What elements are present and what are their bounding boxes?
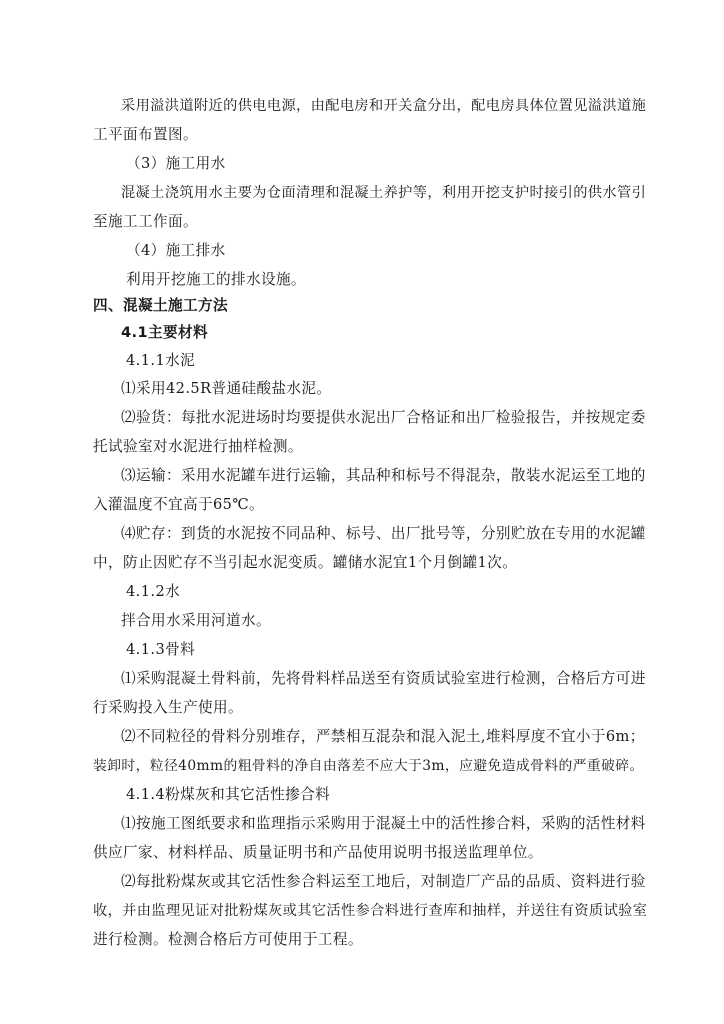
section-heading: 4.1主要材料 (121, 324, 209, 341)
text-line: ⑷贮存：到货的水泥按不同品种、标号、出厂批号等，分别贮放在专用的水泥罐 (121, 525, 646, 542)
text-line: ⑵验货：每批水泥进场时均要提供水泥出厂合格证和出厂检验报告，并按规定委 (121, 409, 646, 426)
text-line: 中，防止因贮存不当引起水泥变质。罐储水泥宜1个月倒罐1次。 (93, 554, 518, 571)
text-line: 混凝土浇筑用水主要为仓面清理和混凝土养护等，利用开挖支护时接引的供水管引 (121, 185, 647, 201)
text-line: 工平面布置图。 (93, 126, 198, 143)
text-line: 至施工工作面。 (93, 213, 198, 230)
subheading: 4.1.1水泥 (126, 352, 196, 369)
text-line: ⑴采购混凝土骨料前，先将骨料样品送至有资质试验室进行检测，合格后方可进 (121, 670, 646, 687)
subheading: （3）施工用水 (126, 155, 226, 172)
text-line: ⑴采用42.5R普通硅酸盐水泥。 (121, 380, 332, 397)
text-line: 利用开挖施工的排水设施。 (126, 271, 306, 288)
text-line: 行采购投入生产使用。 (93, 699, 243, 716)
text-line: ⑶运输：采用水泥罐车进行运输，其品种和标号不得混杂，散装水泥运至工地的 (121, 467, 646, 484)
text-line: ⑵每批粉煤灰或其它活性参合料运至工地后，对制造厂产品的品质、资料进行验 (121, 873, 646, 890)
subheading: （4）施工排水 (126, 242, 226, 259)
text-line: 收，并由监理见证对批粉煤灰或其它活性参合料进行查库和抽样，并送往有资质试验室 (93, 903, 648, 919)
text-line: 装卸时，粒径40mm的粗骨料的净自由落差不应大于3m，应避免造成骨料的严重破碎。 (93, 758, 644, 774)
text-line: 采用溢洪道附近的供电电源，由配电房和开关盒分出，配电房具体位置见溢洪道施 (121, 98, 647, 114)
subheading: 4.1.4粉煤灰和其它活性掺合料 (126, 786, 331, 803)
subheading: 4.1.2水 (126, 583, 181, 600)
text-line: 托试验室对水泥进行抽样检测。 (93, 438, 303, 455)
text-line: 进行检测。检测合格后方可使用于工程。 (93, 931, 363, 948)
text-line: ⑴按施工图纸要求和监理指示采购用于混凝土中的活性掺合料，采购的活性材料 (121, 815, 646, 832)
text-line: 供应厂家、材料样品、质量证明书和产品使用说明书报送监理单位。 (93, 844, 543, 861)
subheading: 4.1.3骨料 (126, 641, 196, 658)
text-line: 拌合用水采用河道水。 (121, 612, 271, 629)
text-line: 入灌温度不宜高于65℃。 (93, 496, 265, 513)
text-line: ⑵不同粒径的骨料分别堆存，严禁相互混杂和混入泥土,堆料厚度不宜小于6m； (121, 728, 645, 745)
section-heading: 四、混凝土施工方法 (93, 297, 228, 314)
